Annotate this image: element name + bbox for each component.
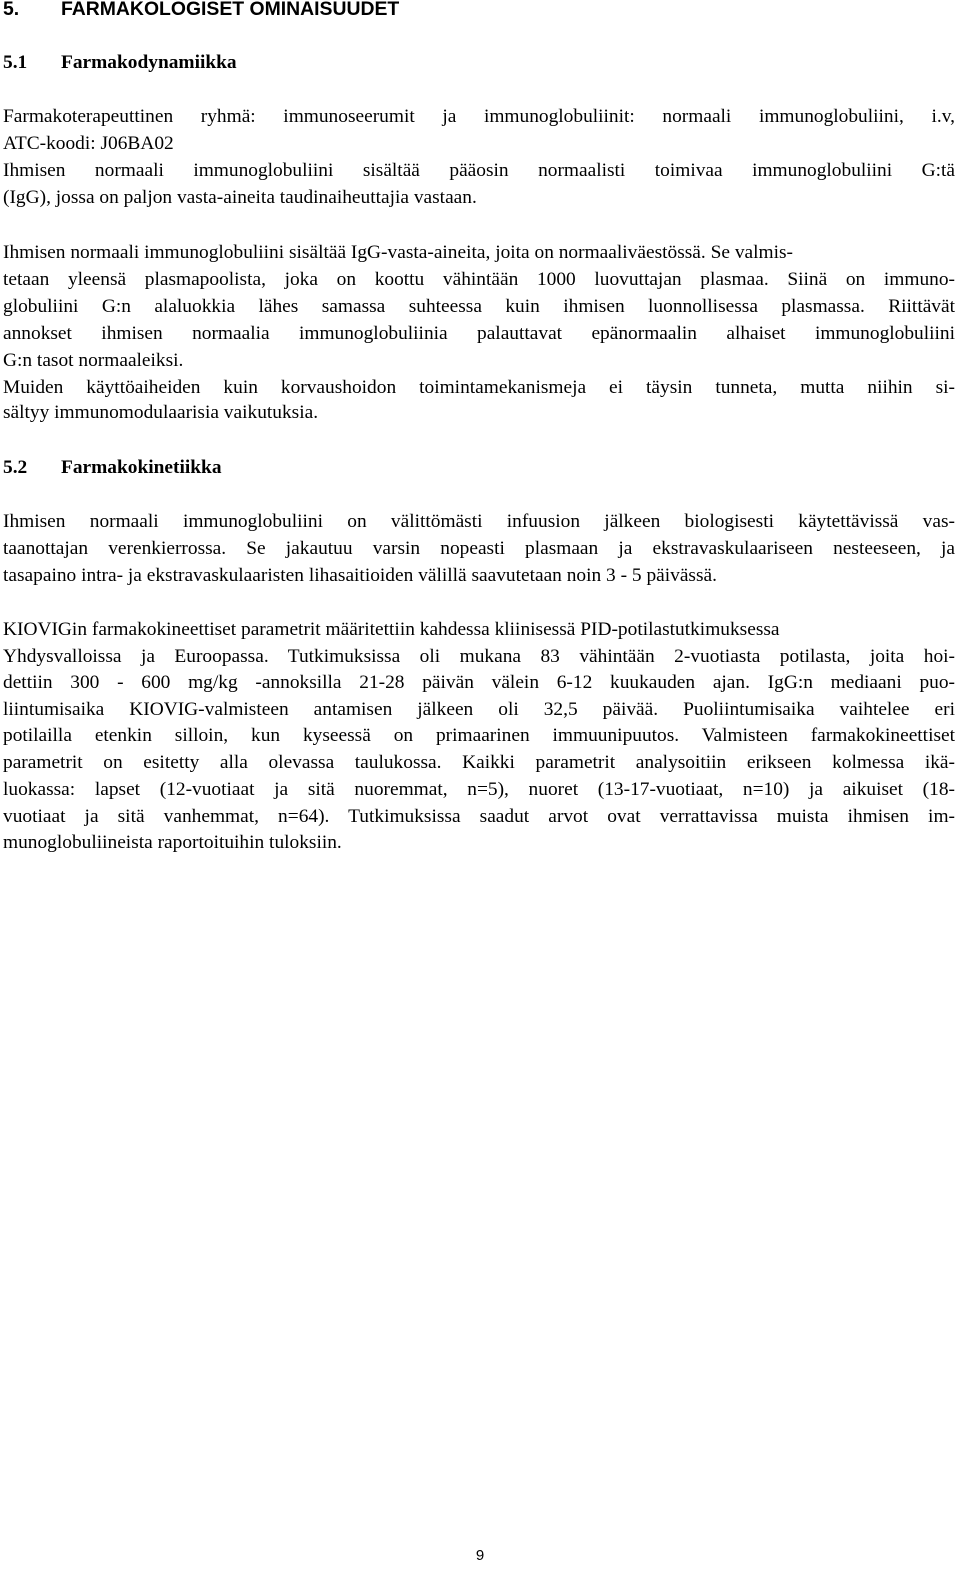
subsection-number: 5.2 [3, 457, 28, 478]
paragraph-line: globuliini G:n alaluokkia lähes samassa suhteessa kuin ihmisen luonnollisessa plasmassa. Riittävät [3, 296, 955, 317]
paragraph-line: Farmakoterapeuttinen ryhmä: immunoseerumit ja immunoglobuliinit: normaali immunoglobuliini, i.v, [3, 106, 955, 127]
section-title: FARMAKOLOGISET OMINAISUUDET [61, 0, 400, 20]
paragraph-line: sältyy immunomodulaarisia vaikutuksia. [3, 402, 319, 423]
paragraph-line: vuotiaat ja sitä vanhemmat, n=64). Tutkimuksissa saadut arvot ovat verrattavissa muista ihmisen im- [3, 806, 955, 827]
paragraph-line: KIOVIGin farmakokineettiset parametrit määritettiin kahdessa kliinisessä PID-potilastutkimuksessa [3, 619, 780, 640]
paragraph-line: Muiden käyttöaiheiden kuin korvaushoidon toimintamekanismeja ei täysin tunneta, mutta niihin si- [3, 377, 955, 398]
paragraph-line: taanottajan verenkierrossa. Se jakautuu varsin nopeasti plasmaan ja ekstravaskulaariseen nesteeseen, ja [3, 538, 955, 559]
paragraph-line: dettiin 300 - 600 mg/kg -annoksilla 21-28 päivän välein 6-12 kuukauden ajan. IgG:n mediaani puo- [3, 672, 955, 693]
section-number: 5. [3, 0, 20, 20]
paragraph-line: Ihmisen normaali immunoglobuliini sisältää pääosin normaalisti toimivaa immunoglobuliini G:tä [3, 160, 955, 181]
section-heading [3, 0, 399, 22]
paragraph-line: G:n tasot normaaleiksi. [3, 350, 184, 371]
subsection-title: Farmakodynamiikka [61, 52, 237, 73]
subsection-number: 5.1 [3, 52, 28, 73]
paragraph-line: tasapaino intra- ja ekstravaskulaaristen lihasaitioiden välillä saavutetaan noin 3 - 5 päivässä. [3, 565, 717, 586]
paragraph-line: luokassa: lapset (12-vuotiaat ja sitä nuoremmat, n=5), nuoret (13-17-vuotiaat, n=10) ja aikuiset (18- [3, 779, 955, 800]
page-number: 9 [475, 1547, 485, 1564]
subsection-heading-pharmacodynamics [3, 50, 237, 76]
subsection-title: Farmakokinetiikka [61, 457, 222, 478]
paragraph-line: Yhdysvalloissa ja Euroopassa. Tutkimuksissa oli mukana 83 vähintään 2-vuotiasta potilasta, joita hoi- [3, 646, 955, 667]
paragraph-line: Ihmisen normaali immunoglobuliini on välittömästi infuusion jälkeen biologisesti käytettävissä vas- [3, 511, 955, 532]
paragraph-line: Ihmisen normaali immunoglobuliini sisältää IgG-vasta-aineita, joita on normaaliväestössä. Se valmis- [3, 242, 793, 263]
paragraph-line: (IgG), jossa on paljon vasta-aineita taudinaiheuttajia vastaan. [3, 187, 477, 208]
paragraph-line: annokset ihmisen normaalia immunoglobuliinia palauttavat epänormaalin alhaiset immunoglobuliini [3, 323, 955, 344]
paragraph-line: ATC-koodi: J06BA02 [3, 133, 174, 154]
paragraph-line: tetaan yleensä plasmapoolista, joka on koottu vähintään 1000 luovuttajan plasmaa. Siinä on immuno- [3, 269, 955, 290]
paragraph-line: munoglobuliineista raportoituihin tuloksiin. [3, 832, 342, 853]
subsection-heading-pharmacokinetics [3, 455, 222, 481]
paragraph-line: potilailla etenkin silloin, kun kyseessä on primaarinen immuunipuutos. Valmisteen farmakokineettiset [3, 725, 955, 746]
paragraph-line: parametrit on esitetty alla olevassa taulukossa. Kaikki parametrit analysoitiin erikseen kolmessa ikä- [3, 752, 955, 773]
paragraph-line: liintumisaika KIOVIG-valmisteen antamisen jälkeen oli 32,5 päivää. Puoliintumisaika vaihtelee eri [3, 699, 955, 720]
